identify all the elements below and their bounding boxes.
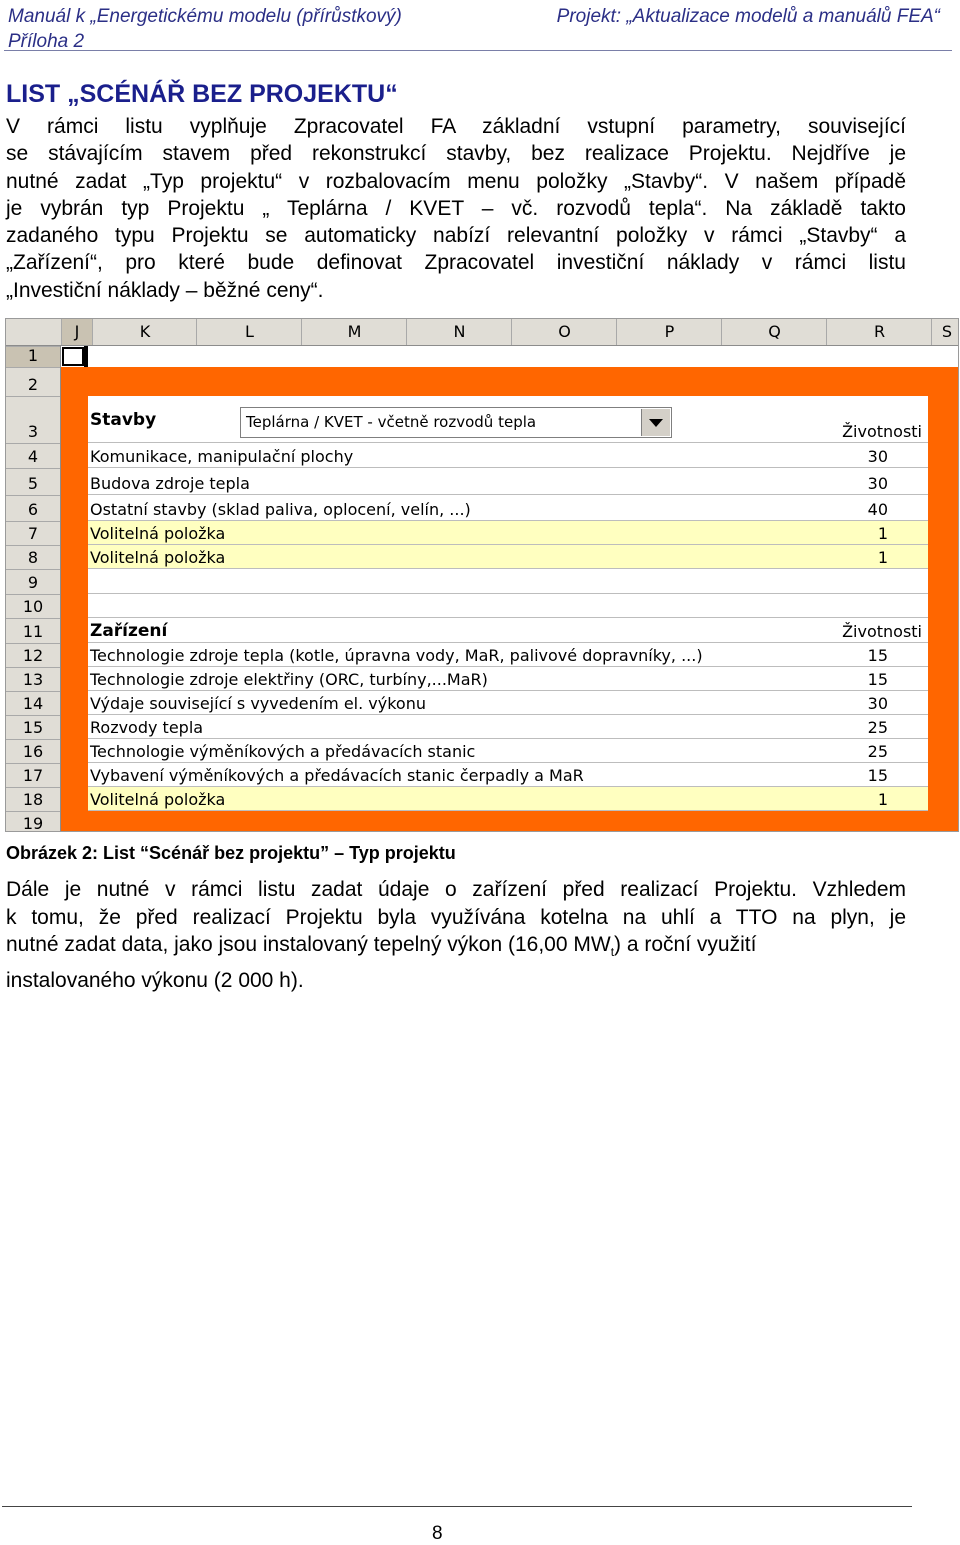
text-line: V rámci listu vyplňuje Zpracovatel FA základní vstupní parametry, související [6, 115, 906, 138]
project-type-dropdown[interactable] [240, 407, 672, 438]
row-header[interactable]: 15 [6, 715, 60, 739]
item-value[interactable]: 15 [867, 670, 888, 689]
row-header[interactable]: 18 [6, 787, 60, 811]
row-header[interactable]: 19 [6, 811, 60, 832]
column-header[interactable]: O [511, 319, 617, 345]
intro-paragraph [6, 113, 906, 304]
column-header[interactable]: R [826, 319, 932, 345]
row-header[interactable]: 3 [6, 396, 60, 443]
column-header[interactable]: S [931, 319, 959, 345]
row-header[interactable]: 9 [6, 569, 60, 594]
item-value[interactable]: 1 [877, 524, 888, 543]
row-header[interactable]: 13 [6, 667, 60, 691]
table-row [88, 643, 928, 667]
column-headers [6, 319, 958, 346]
item-value[interactable]: 25 [867, 742, 888, 761]
column-header[interactable]: N [406, 319, 512, 345]
item-value[interactable]: 40 [867, 500, 888, 519]
table-row [88, 691, 928, 715]
text-line: se stávajícím stavem před rekonstrukcí stavby, bez realizace Projektu. Nejdříve je [6, 142, 906, 166]
outro-paragraph [6, 876, 906, 994]
row-header[interactable]: 1 [6, 346, 60, 367]
item-name[interactable]: Volitelná položka [90, 548, 226, 567]
zarizeni-label: Zařízení [90, 621, 168, 641]
table-row [88, 443, 928, 468]
row-1-cells [61, 346, 958, 367]
item-name: Rozvody tepla [90, 718, 204, 737]
subscript: t [610, 945, 615, 960]
item-value[interactable]: 1 [877, 790, 888, 809]
text-segment-main: nutné zadat data, jako jsou instalovaný tepelný výkon (16,00 MW [6, 933, 611, 956]
header-project: Projekt: „Aktualizace modelů a manuálů FEA“ [556, 6, 940, 27]
text-line: je vybrán typ Projektu „ Teplárna / KVET – vč. rozvodů tepla“. Na základě takto [6, 196, 906, 220]
item-name[interactable]: Volitelná položka [90, 524, 226, 543]
input-panel [88, 396, 928, 811]
row-header[interactable]: 5 [6, 468, 60, 495]
page-header [4, 2, 952, 51]
figure-caption: Obrázek 2: List “Scénář bez projektu” – Typ projektu [6, 843, 456, 863]
item-name: Technologie zdroje elektřiny (ORC, turbíny,...MaR) [90, 670, 488, 689]
spreadsheet-figure [5, 318, 959, 832]
text-line: nutné zadat „Typ projektu“ v rozbalovacím menu položky „Stavby“. V našem případě [6, 169, 906, 193]
table-row [88, 739, 928, 763]
item-name: Technologie zdroje tepla (kotle, úpravna vody, MaR, palivové dopravníky, ...) [90, 646, 703, 665]
dropdown-value: Teplárna / KVET - včetně rozvodů tepla [246, 413, 537, 431]
item-name: Vybavení výměníkových a předávacích stanic čerpadly a MaR [90, 766, 584, 785]
blank-row [88, 594, 928, 618]
row-header[interactable]: 2 [6, 367, 60, 396]
column-header[interactable]: J [61, 319, 92, 345]
column-header[interactable]: M [301, 319, 407, 345]
row-headers [6, 346, 61, 831]
column-header[interactable]: Q [721, 319, 827, 345]
header-manual-title: Manuál k „Energetickému modelu (přírůstkový) [8, 6, 402, 27]
text-line: Dále je nutné v rámci listu zadat údaje o zařízení před realizací Projektu. Vzhledem [6, 878, 906, 901]
select-all-corner[interactable] [6, 319, 60, 345]
item-name: Komunikace, manipulační plochy [90, 447, 354, 466]
row-header[interactable]: 6 [6, 495, 60, 521]
dropdown-button[interactable] [641, 409, 670, 436]
item-value[interactable]: 25 [867, 718, 888, 737]
row-header[interactable]: 12 [6, 643, 60, 667]
zarizeni-zivotnost-label: Životnosti [842, 622, 922, 641]
item-value[interactable]: 30 [867, 447, 888, 466]
text-line: instalovaného výkonu (2 000 h). [6, 968, 304, 992]
text-segment-tail: ) a roční využití [614, 933, 757, 956]
item-value[interactable]: 15 [867, 646, 888, 665]
zarizeni-header-row [88, 618, 928, 643]
item-value[interactable]: 30 [867, 694, 888, 713]
stavby-label: Stavby [90, 410, 157, 430]
text-line: zadaného typu Projektu se automaticky nabízí relevantní položky v rámci „Stavby“ a [6, 224, 906, 248]
section-heading: LIST „SCÉNÁŘ BEZ PROJEKTU“ [6, 80, 398, 108]
row-header[interactable]: 8 [6, 545, 60, 569]
table-row [88, 667, 928, 691]
text-line: „Investiční náklady – běžné ceny“. [6, 278, 324, 302]
column-header[interactable]: P [616, 319, 722, 345]
text-segment [6, 931, 756, 967]
text-line [6, 931, 906, 967]
page-number: 8 [432, 1523, 443, 1544]
table-row [88, 521, 928, 545]
table-row [88, 715, 928, 739]
item-name: Technologie výměníkových a předávacích stanic [90, 742, 476, 761]
row-header[interactable]: 7 [6, 521, 60, 545]
table-row [88, 763, 928, 787]
item-value[interactable]: 15 [867, 766, 888, 785]
active-cell[interactable] [62, 347, 84, 366]
row-header[interactable]: 14 [6, 691, 60, 715]
text-line: „Zařízení“, pro které bude definovat Zpracovatel investiční náklady v rámci listu [6, 251, 906, 275]
column-header[interactable]: K [92, 319, 197, 345]
fill-handle[interactable] [84, 346, 88, 368]
table-row [88, 495, 928, 521]
item-value[interactable]: 1 [877, 548, 888, 567]
row-header[interactable]: 16 [6, 739, 60, 763]
item-name: Budova zdroje tepla [90, 474, 250, 493]
zivotnost-label: Životnosti [842, 422, 922, 441]
row-header[interactable]: 17 [6, 763, 60, 787]
blank-row [88, 569, 928, 594]
table-row [88, 787, 928, 811]
header-appendix: Příloha 2 [8, 31, 85, 52]
item-name: Ostatní stavby (sklad paliva, oplocení, velín, ...) [90, 500, 471, 519]
table-row [88, 468, 928, 495]
stavby-header-row [88, 396, 928, 443]
column-header[interactable]: L [196, 319, 302, 345]
table-row [88, 545, 928, 569]
row-header[interactable]: 4 [6, 443, 60, 468]
item-name[interactable]: Volitelná položka [90, 790, 226, 809]
header-left [8, 4, 402, 54]
item-name: Výdaje související s vyvedením el. výkonu [90, 694, 426, 713]
text-line: k tomu, že před realizací Projektu byla využívána kotelna na uhlí a TTO na plyn, je [6, 905, 906, 929]
row-header[interactable]: 11 [6, 618, 60, 643]
item-value[interactable]: 30 [867, 474, 888, 493]
chevron-down-icon [649, 419, 663, 427]
row-header[interactable]: 10 [6, 594, 60, 618]
footer-divider [2, 1506, 912, 1507]
